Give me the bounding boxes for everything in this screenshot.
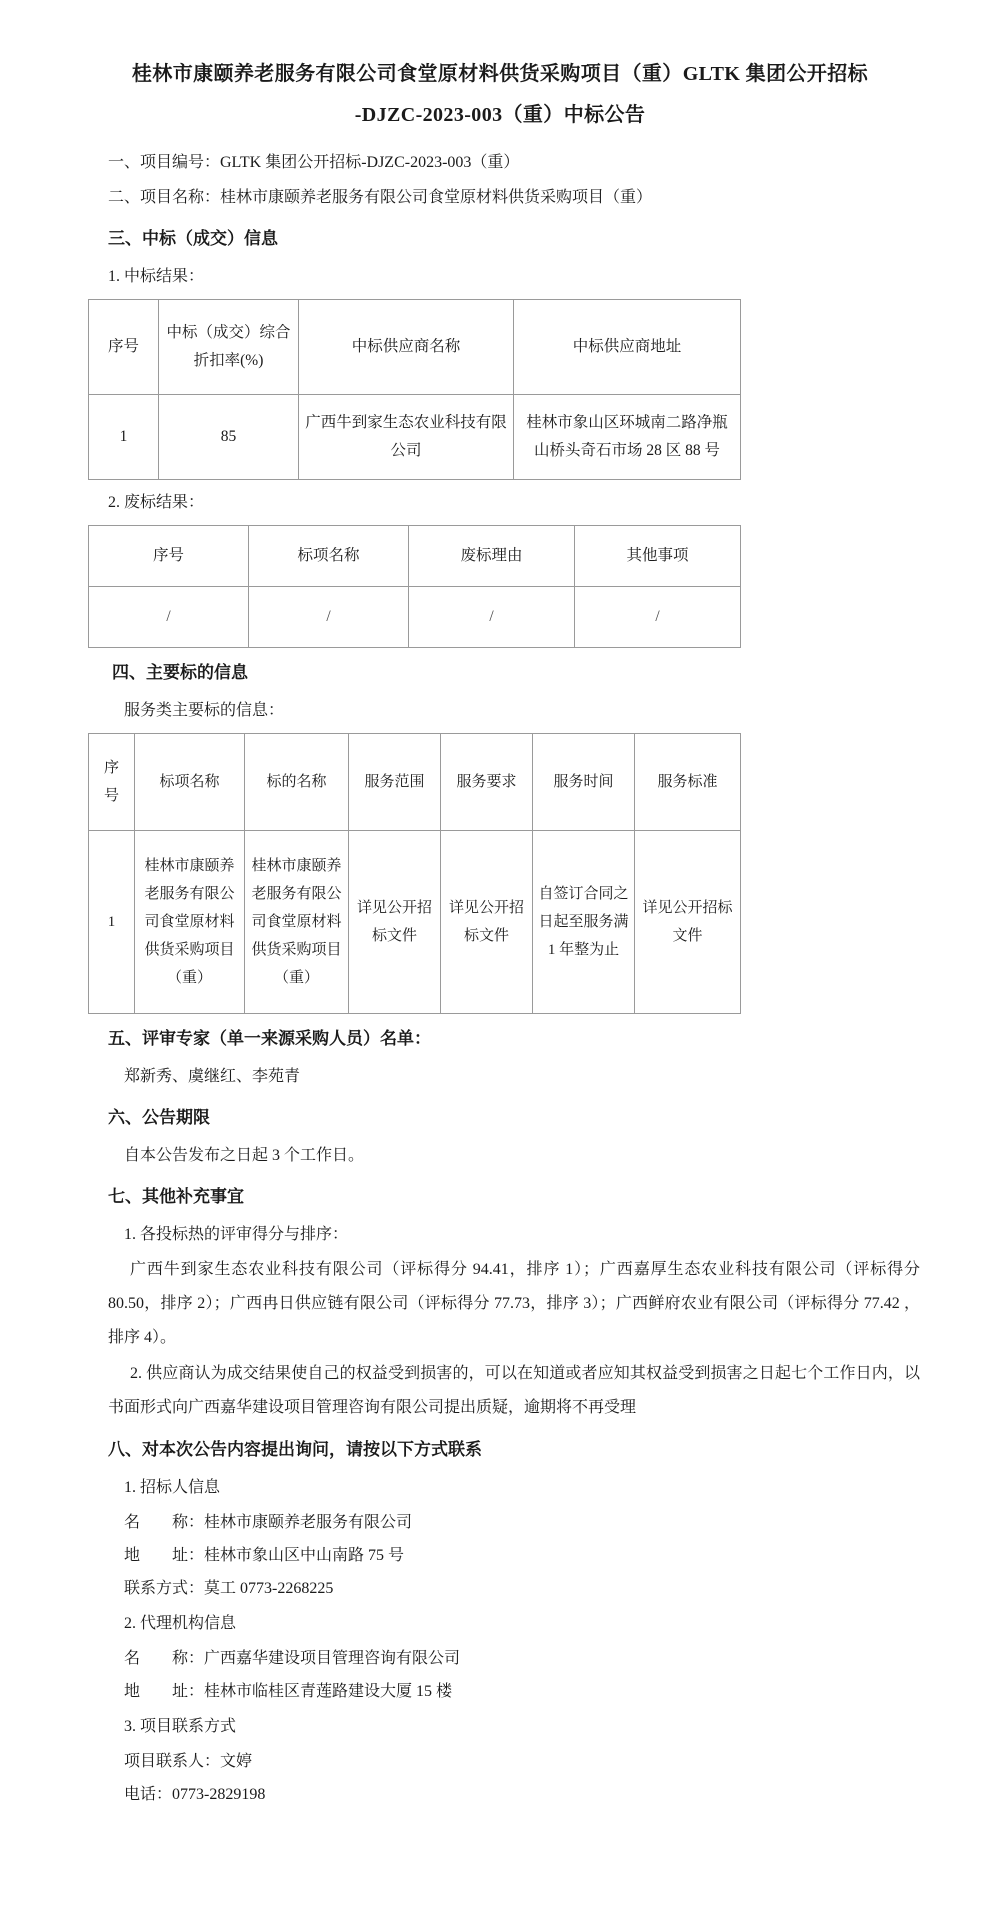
section-4-sub: 服务类主要标的信息： (124, 702, 285, 719)
project-contact-person-label: 项目联系人： (124, 1753, 221, 1770)
project-contact-person-row (80, 1745, 920, 1778)
tenderer-address-row (80, 1539, 920, 1572)
table-row (89, 831, 741, 1014)
col-header-void-reason: 废标理由 (409, 526, 575, 587)
project-phone-row (80, 1778, 920, 1811)
tenderer-name-label: 名 称： (124, 1514, 205, 1531)
agency-name-value: 广西嘉华建设项目管理咨询有限公司 (204, 1650, 461, 1667)
cell-no: 1 (89, 395, 159, 480)
table-header-row (89, 734, 741, 831)
project-contact-person-value: 文婷 (220, 1753, 253, 1770)
cell-no: / (89, 587, 249, 648)
col-header-item-name: 标项名称 (249, 526, 409, 587)
cell-service-scope: 详见公开招标文件 (349, 831, 441, 1014)
table-header-row (89, 300, 741, 395)
tenderer-address-label: 地 址： (124, 1547, 205, 1564)
no-line-1: 序 (103, 760, 119, 776)
section-8-heading: 八、对本次公告内容提出询问，请按以下方式联系 (108, 1440, 482, 1459)
agency-name-row (80, 1642, 920, 1675)
col-header-service-duration: 服务时间 (533, 734, 635, 831)
title-line-1: 桂林市康颐养老服务有限公司食堂原材料供货采购项目（重）GLTK 集团公开招标 (131, 63, 869, 85)
section-7-item-1: 1. 各投标热的评审得分与排序： (124, 1226, 349, 1243)
discount-rate-line-1: 中标（成交）综合 (166, 324, 291, 341)
cell-service-duration: 自签订合同之日起至服务满 1 年整为止 (533, 831, 635, 1014)
tenderer-contact-row (80, 1572, 920, 1605)
project-phone-label: 电话： (124, 1786, 173, 1803)
table-header-row (89, 526, 741, 587)
col-header-no (89, 734, 135, 831)
cell-item-name: / (249, 587, 409, 648)
col-header-discount-rate (159, 300, 299, 395)
col-header-no: 序号 (89, 526, 249, 587)
cell-discount-rate: 85 (159, 395, 299, 480)
section-5-experts: 郑新秀、虞继红、李苑青 (124, 1068, 301, 1085)
cell-supplier-address: 桂林市象山区环城南二路净瓶山桥头奇石市场 28 区 88 号 (514, 395, 741, 480)
tenderer-contact-value: 莫工 0773-2268225 (204, 1580, 334, 1597)
project-phone-value: 0773-2829198 (172, 1786, 266, 1803)
bid-result-table (88, 299, 741, 480)
col-header-service-scope: 服务范围 (349, 734, 441, 831)
cell-no: 1 (89, 831, 135, 1014)
subject-info-table (88, 733, 741, 1014)
title-line-2: -DJZC-2023-003（重）中标公告 (354, 104, 646, 126)
agency-address-row (80, 1675, 920, 1708)
agency-info-title: 2. 代理机构信息 (124, 1615, 237, 1632)
cell-subject-name: 桂林市康颐养老服务有限公司食堂原材料供货采购项目（重） (245, 831, 349, 1014)
void-result-table (88, 525, 741, 648)
section-7-item-2: 2. 供应商认为成交结果使自己的权益受到损害的，可以在知道或者应知其权益受到损害之日起七个工作日内，以书面形式向广西嘉华建设项目管理咨询有限公司提出质疑，逾期将不再受理 (108, 1365, 920, 1416)
section-6-period: 自本公告发布之日起 3 个工作日。 (124, 1147, 365, 1164)
section-7-scores: 广西牛到家生态农业科技有限公司（评标得分 94.41，排序 1）；广西嘉厚生态农业科技有限公司（评标得分 80.50，排序 2）；广西冉日供应链有限公司（评标得分 77.73，排序 3）；广西鲜府农业有限公司（评标得分 77.42 ，排序 4）。 (108, 1261, 920, 1346)
section-3-heading: 三、中标（成交）信息 (108, 229, 278, 248)
section-4-heading: 四、主要标的信息 (112, 663, 248, 682)
col-header-item-name: 标项名称 (135, 734, 245, 831)
cell-other-matters: / (575, 587, 741, 648)
section-3-sub-1: 1. 中标结果： (108, 268, 205, 285)
cell-item-name: 桂林市康颐养老服务有限公司食堂原材料供货采购项目（重） (135, 831, 245, 1014)
tenderer-name-row (80, 1506, 920, 1539)
tenderer-contact-label: 联系方式： (124, 1580, 205, 1597)
col-header-service-requirement: 服务要求 (441, 734, 533, 831)
col-header-supplier-address: 中标供应商地址 (514, 300, 741, 395)
col-header-no: 序号 (89, 300, 159, 395)
page-title (80, 54, 920, 136)
table-row (89, 587, 741, 648)
cell-service-standard: 详见公开招标文件 (635, 831, 741, 1014)
project-name-line: 二、项目名称：桂林市康颐养老服务有限公司食堂原材料供货采购项目（重） (108, 189, 653, 206)
agency-address-label: 地 址： (124, 1683, 205, 1700)
no-line-2: 号 (103, 788, 119, 804)
tenderer-info-title: 1. 招标人信息 (124, 1479, 221, 1496)
agency-name-label: 名 称： (124, 1650, 205, 1667)
tenderer-address-value: 桂林市象山区中山南路 75 号 (204, 1547, 405, 1564)
col-header-other-matters: 其他事项 (575, 526, 741, 587)
col-header-service-standard: 服务标准 (635, 734, 741, 831)
section-7-heading: 七、其他补充事宜 (108, 1187, 244, 1206)
agency-address-value: 桂林市临桂区青莲路建设大厦 15 楼 (204, 1683, 453, 1700)
section-6-heading: 六、公告期限 (108, 1108, 210, 1127)
col-header-subject-name: 标的名称 (245, 734, 349, 831)
project-contact-title: 3. 项目联系方式 (124, 1718, 237, 1735)
section-5-heading: 五、评审专家（单一来源采购人员）名单： (108, 1029, 431, 1048)
cell-service-requirement: 详见公开招标文件 (441, 831, 533, 1014)
discount-rate-line-2: 折扣率(%) (193, 352, 264, 369)
project-number-line: 一、项目编号：GLTK 集团公开招标-DJZC-2023-003（重） (108, 154, 520, 171)
col-header-supplier-name: 中标供应商名称 (299, 300, 514, 395)
cell-supplier-name: 广西牛到家生态农业科技有限公司 (299, 395, 514, 480)
tenderer-name-value: 桂林市康颐养老服务有限公司 (204, 1514, 413, 1531)
section-3-sub-2: 2. 废标结果： (108, 494, 205, 511)
cell-void-reason: / (409, 587, 575, 648)
table-row (89, 395, 741, 480)
